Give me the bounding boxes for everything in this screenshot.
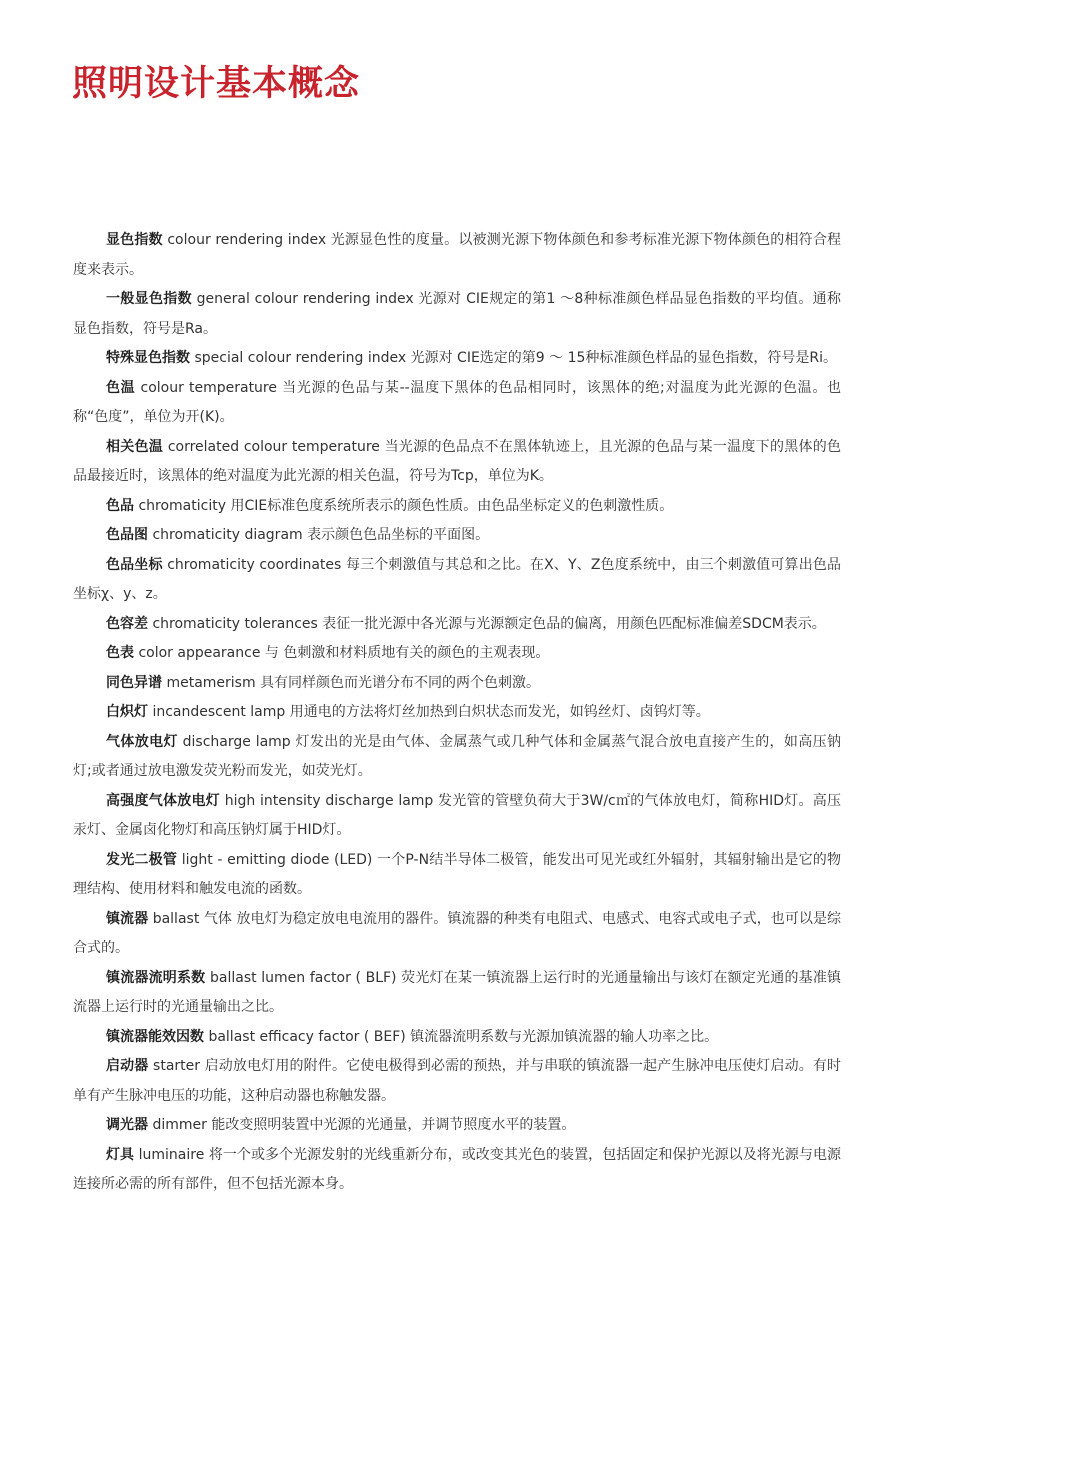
glossary-entry xyxy=(73,639,841,669)
term-chinese: 气体放电灯 xyxy=(106,733,178,750)
glossary-entry xyxy=(73,787,841,846)
term-chinese: 色品坐标 xyxy=(106,556,163,573)
term-chinese: 高强度气体放电灯 xyxy=(106,792,221,809)
term-definition: 与 色刺激和材料质地有关的颜色的主观表现。 xyxy=(264,645,550,661)
term-definition: 气体 放电灯为稳定放电电流用的器件。镇流器的种类有电阻式、电感式、电容式或电子式，也可以是综合式的。 xyxy=(73,910,842,956)
glossary-entry xyxy=(73,669,841,699)
glossary-entry xyxy=(73,846,841,905)
term-chinese: 镇流器 xyxy=(106,910,149,927)
term-definition: 荧光灯在某一镇流器上运行时的光通量输出与该灯在额定光通的基准镇流器上运行时的光通量输出之比。 xyxy=(73,969,842,1015)
term-definition: 一个P-N结半导体二极管，能发出可见光或红外辐射，其辐射输出是它的物理结构、使用材料和触发电流的函数。 xyxy=(73,851,842,897)
term-english: ballast efficacy factor ( BEF) xyxy=(208,1028,406,1045)
glossary-entry xyxy=(73,728,841,787)
term-english: chromaticity xyxy=(138,497,226,514)
term-definition: 具有同样颜色而光谱分布不同的两个色刺激。 xyxy=(260,674,541,691)
glossary-entry xyxy=(73,551,841,610)
term-definition: 每三个刺激值与其总和之比。在X、Y、Z色度系统中，由三个刺激值可算出色品坐标χ、y、z。 xyxy=(73,556,841,602)
term-english: chromaticity diagram xyxy=(152,527,303,543)
glossary-entry xyxy=(73,285,841,344)
term-english: ballast lumen factor ( BLF) xyxy=(210,969,397,986)
term-definition: 用CIE标准色度系统所表示的颜色性质。由色品坐标定义的色刺激性质。 xyxy=(230,497,674,514)
term-chinese: 调光器 xyxy=(106,1117,148,1133)
glossary-entry xyxy=(73,610,841,640)
glossary-entry xyxy=(73,492,841,522)
term-english: metamerism xyxy=(166,674,256,691)
term-english: discharge lamp xyxy=(182,733,291,750)
glossary-entry xyxy=(73,1052,841,1111)
term-english: color appearance xyxy=(138,645,261,661)
term-definition: 发光管的管壁负荷大于3W/c㎡的气体放电灯，简称HID灯。高压汞灯、金属卤化物灯和高压钠灯属于HID灯。 xyxy=(73,792,842,838)
term-definition: 表示颜色色品坐标的平面图。 xyxy=(307,527,490,543)
term-definition: 表征一批光源中各光源与光源额定色品的偏离，用颜色匹配标准偏差SDCM表示。 xyxy=(322,615,826,632)
term-english: chromaticity coordinates xyxy=(167,556,342,573)
term-definition: 光源对 CIE选定的第9 ～ 15种标准颜色样品的显色指数，符号是Ri。 xyxy=(410,350,838,366)
term-chinese: 色表 xyxy=(106,645,134,661)
term-english: colour temperature xyxy=(140,379,277,396)
term-chinese: 显色指数 xyxy=(106,232,163,248)
term-chinese: 色品 xyxy=(106,497,134,514)
term-chinese: 同色异谱 xyxy=(106,674,162,691)
glossary-entry xyxy=(73,521,841,551)
term-definition: 将一个或多个光源发射的光线重新分布，或改变其光色的装置，包括固定和保护光源以及将光源与电源连接所必需的所有部件，但不包括光源本身。 xyxy=(73,1146,842,1192)
term-chinese: 灯具 xyxy=(106,1146,135,1163)
glossary-entry xyxy=(73,1023,841,1053)
term-definition: 当光源的色品与某--温度下黑体的色品相同时，该黑体的绝;对温度为此光源的色温。也称“色度”，单位为开(K)。 xyxy=(73,379,842,425)
glossary-entry xyxy=(73,226,841,285)
term-english: luminaire xyxy=(138,1146,205,1163)
term-definition: 当光源的色品点不在黑体轨迹上，且光源的色品与某一温度下的黑体的色品最接近时，该黑体的绝对温度为此光源的相关色温，符号为Tcp，单位为K。 xyxy=(73,438,842,484)
term-definition: 启动放电灯用的附件。它使电极得到必需的预热，并与串联的镇流器一起产生脉冲电压使灯启动。有时单有产生脉冲电压的功能，这种启动器也称触发器。 xyxy=(73,1058,842,1104)
term-chinese: 色品图 xyxy=(106,527,148,543)
term-english: dimmer xyxy=(152,1117,207,1133)
term-definition: 光源显色性的度量。以被测光源下物体颜色和参考标准光源下物体颜色的相符合程度来表示。 xyxy=(73,232,842,278)
term-definition: 用通电的方法将灯丝加热到白炽状态而发光，如钨丝灯、卤钨灯等。 xyxy=(289,704,710,720)
term-chinese: 发光二极管 xyxy=(106,851,178,868)
term-english: ballast xyxy=(152,910,200,927)
glossary-entry xyxy=(73,1141,841,1200)
glossary-entry xyxy=(73,1111,841,1141)
term-definition: 能改变照明装置中光源的光通量，并调节照度水平的装置。 xyxy=(211,1117,576,1133)
term-chinese: 相关色温 xyxy=(106,438,164,455)
glossary-entry xyxy=(73,344,841,374)
term-definition: 灯发出的光是由气体、金属蒸气或几种气体和金属蒸气混合放电直接产生的，如高压钠灯;或者通过放电激发荧光粉而发光，如荧光灯。 xyxy=(73,733,842,779)
term-english: correlated colour temperature xyxy=(167,438,380,455)
glossary-list xyxy=(73,226,841,1200)
page-title: 照明设计基本概念 xyxy=(72,64,361,104)
glossary-entry xyxy=(73,698,841,728)
glossary-entry xyxy=(73,433,841,492)
term-chinese: 特殊显色指数 xyxy=(106,350,190,366)
term-chinese: 镇流器能效因数 xyxy=(106,1028,204,1045)
term-english: light - emitting diode (LED) xyxy=(181,851,373,868)
term-definition: 光源对 CIE规定的第1 ～8种标准颜色样品显色指数的平均值。通称显色指数，符号是Ra。 xyxy=(73,291,841,337)
glossary-entry xyxy=(73,374,841,433)
term-chinese: 白炽灯 xyxy=(106,704,148,720)
term-english: high intensity discharge lamp xyxy=(224,792,434,809)
term-chinese: 镇流器流明系数 xyxy=(106,969,206,986)
term-english: incandescent lamp xyxy=(152,704,286,720)
term-english: chromaticity tolerances xyxy=(152,615,318,632)
term-definition: 镇流器流明系数与光源加镇流器的输人功率之比。 xyxy=(410,1028,719,1045)
term-chinese: 一般显色指数 xyxy=(106,291,192,307)
glossary-entry xyxy=(73,905,841,964)
term-english: general colour rendering index xyxy=(196,291,414,307)
term-english: colour rendering index xyxy=(167,232,327,248)
term-chinese: 色容差 xyxy=(106,615,148,632)
term-chinese: 启动器 xyxy=(106,1058,149,1074)
term-english: special colour rendering index xyxy=(194,350,407,366)
term-chinese: 色温 xyxy=(106,379,136,396)
term-english: starter xyxy=(153,1058,201,1074)
glossary-entry xyxy=(73,964,841,1023)
